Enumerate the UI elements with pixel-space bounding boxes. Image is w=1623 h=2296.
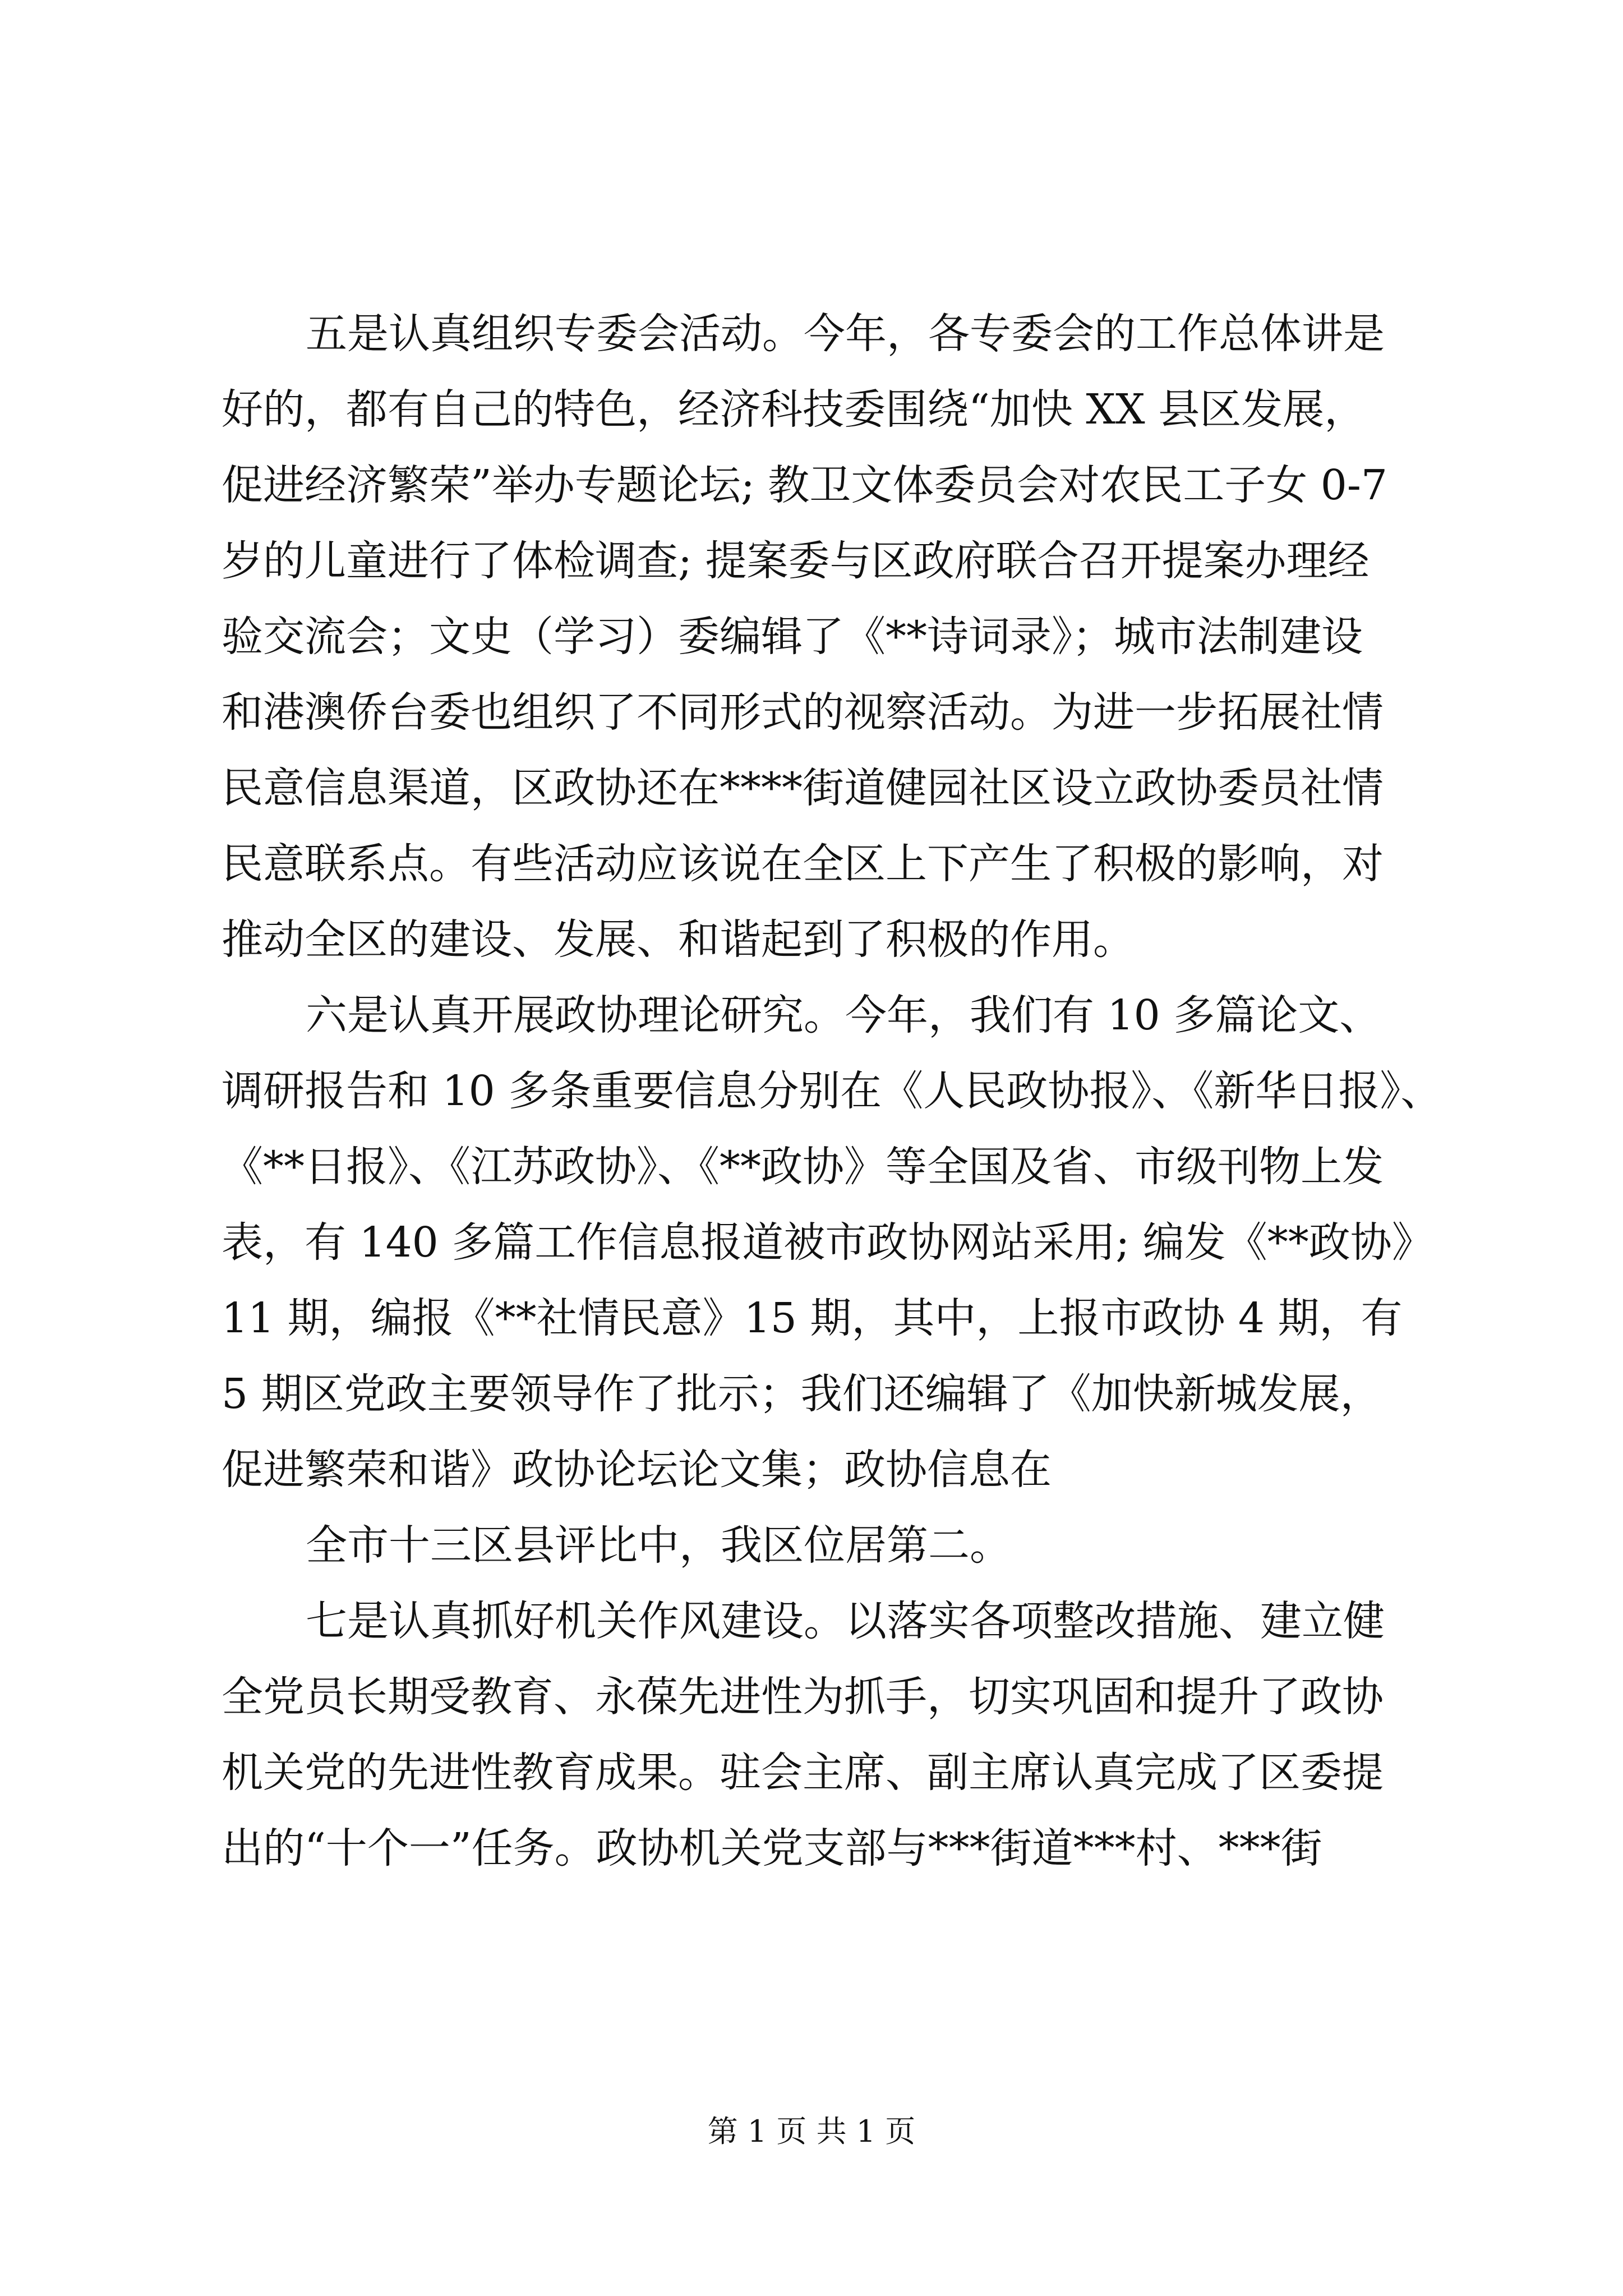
page-footer: 第 1 页 共 1 页 [707, 2114, 916, 2149]
document-body [222, 296, 1442, 1887]
paragraph-6-line-6: 5 期区党政主要领导作了批示；我们还编辑了《加快新城发展， [222, 1370, 1382, 1418]
paragraph-6b-line-1: 全市十三区县评比中，我区位居第二。 [306, 1521, 1011, 1570]
paragraph-7-line-4: 出的“十个一”任务。政协机关党支部与***街道***村、***街 [222, 1824, 1322, 1872]
paragraph-6-line-4: 表，有 140 多篇工作信息报道被市政协网站采用; 编发《**政协》 [222, 1218, 1433, 1267]
paragraph-6-line-5: 11 期，编报《**社情民意》15 期，其中，上报市政协 4 期，有 [222, 1294, 1403, 1342]
paragraph-6-line-1: 六是认真开展政协理论研究。今年，我们有 10 多篇论文、 [306, 991, 1381, 1039]
paragraph-5-line-2: 好的，都有自己的特色，经济科技委围绕“加快 XX 县区发展， [222, 385, 1366, 434]
paragraph-7-line-1: 七是认真抓好机关作风建设。以落实各项整改措施、建立健 [306, 1597, 1385, 1645]
paragraph-7-line-2: 全党员长期受教育、永葆先进性为抓手，切实巩固和提升了政协 [222, 1673, 1384, 1721]
paragraph-5-line-1: 五是认真组织专委会活动。今年，各专委会的工作总体讲是 [306, 310, 1385, 358]
paragraph-5-line-8: 民意联系点。有些活动应该说在全区上下产生了积极的影响，对 [222, 840, 1384, 888]
paragraph-5-line-6: 和港澳侨台委也组织了不同形式的视察活动。为进一步拓展社情 [222, 688, 1384, 737]
paragraph-5-line-4: 岁的儿童进行了体检调查; 提案委与区政府联合召开提案办理经 [222, 537, 1370, 585]
paragraph-6-line-3: 《**日报》、《江苏政协》、《**政协》等全国及省、市级刊物上发 [222, 1143, 1384, 1191]
paragraph-6-line-7: 促进繁荣和谐》政协论坛论文集；政协信息在 [222, 1446, 1052, 1494]
paragraph-5-line-5: 验交流会；文史（学习）委编辑了《**诗词录》；城市法制建设 [222, 613, 1363, 661]
paragraph-7-line-3: 机关党的先进性教育成果。驻会主席、副主席认真完成了区委提 [222, 1749, 1384, 1797]
paragraph-5-line-9: 推动全区的建设、发展、和谐起到了积极的作用。 [222, 915, 1135, 964]
paragraph-5-line-7: 民意信息渠道，区政协还在****街道健园社区设立政协委员社情 [222, 764, 1384, 812]
paragraph-6-line-2: 调研报告和 10 多条重要信息分别在《人民政协报》、《新华日报》、 [222, 1067, 1442, 1115]
paragraph-5-line-3: 促进经济繁荣”举办专题论坛; 教卫文体委员会对农民工子女 0-7 [222, 461, 1387, 509]
